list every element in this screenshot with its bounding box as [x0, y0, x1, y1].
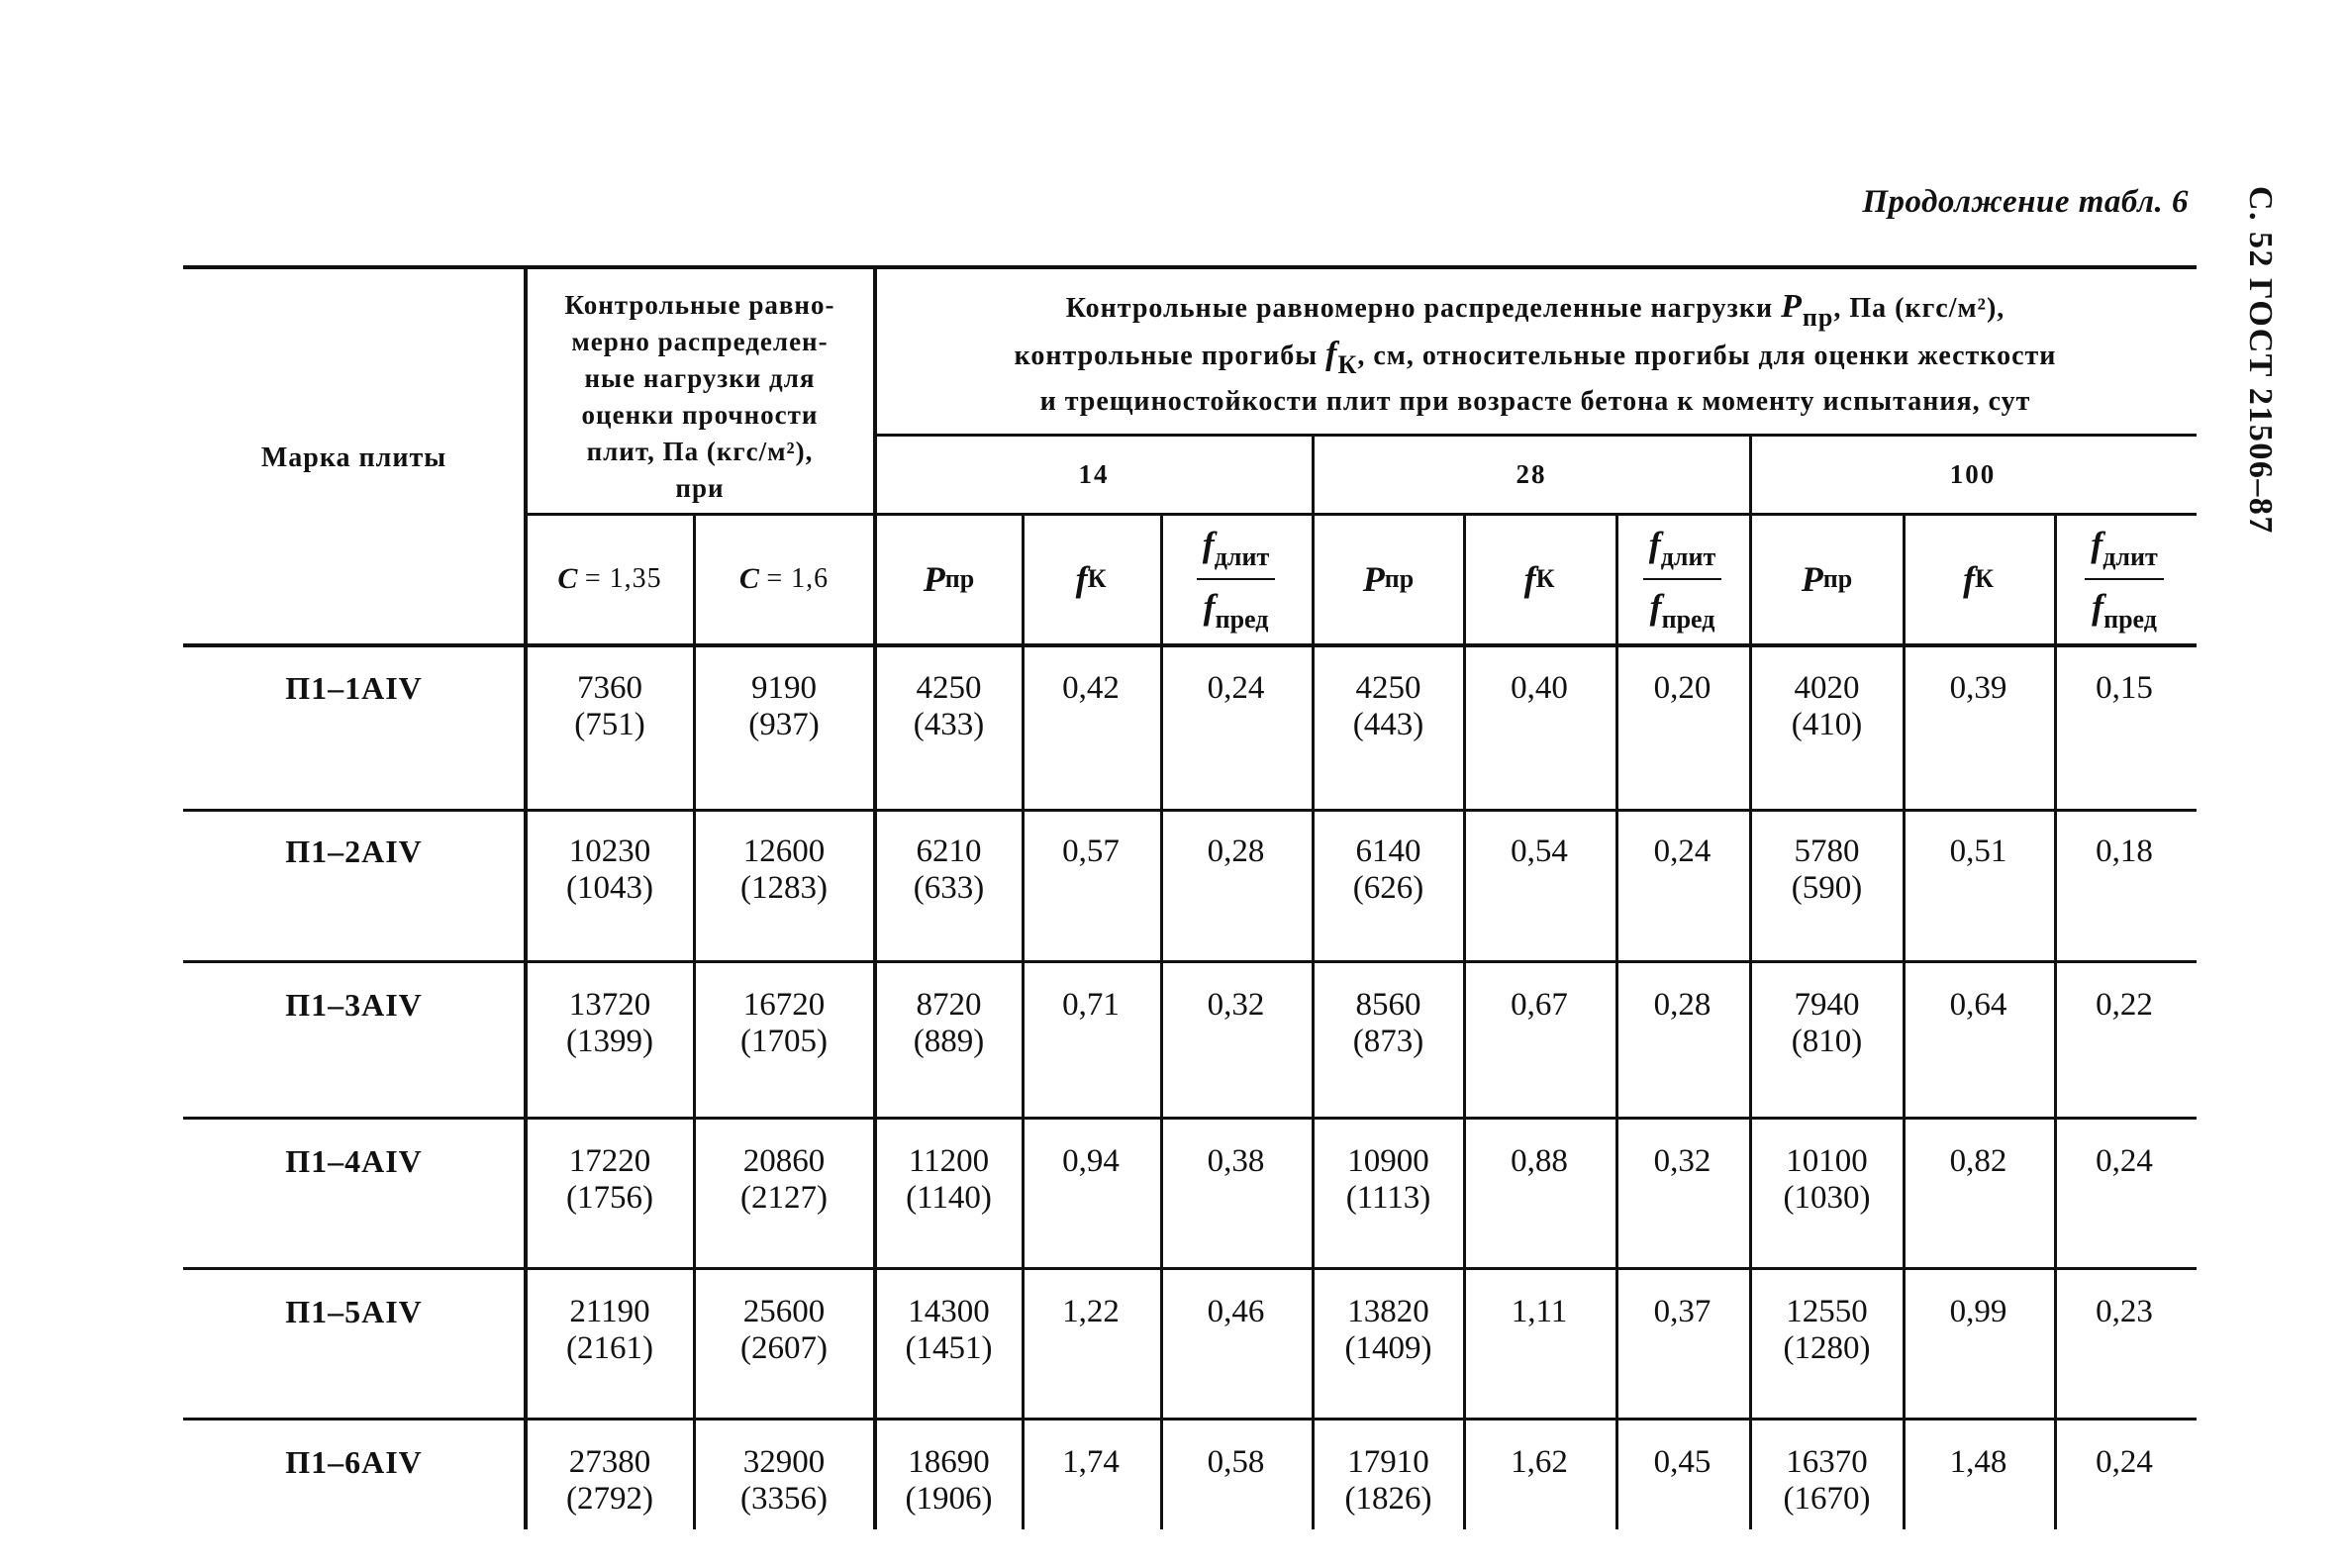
row-a100-fk: 0,51 [1949, 833, 2007, 869]
row-a14-rel: 0,32 [1207, 987, 1265, 1023]
row-a100-rel: 0,15 [2096, 670, 2153, 706]
row-c135: 10230 (1043) [566, 833, 653, 906]
row-brand: П1–5AIV [285, 1294, 423, 1329]
rule-horizontal [527, 513, 874, 516]
row-a28-fk: 0,88 [1511, 1143, 1568, 1179]
rule-horizontal [183, 809, 2197, 812]
header-p-14: P пр [923, 558, 975, 599]
rule-horizontal [183, 1267, 2197, 1270]
row-a14-rel: 0,58 [1207, 1444, 1265, 1480]
row-a100-rel: 0,22 [2096, 987, 2153, 1023]
row-a28-fk: 0,67 [1511, 987, 1568, 1023]
row-a14-fk: 1,22 [1062, 1294, 1120, 1329]
rule-vertical [873, 265, 877, 1529]
header-fk-100: f К [1963, 558, 1994, 599]
row-a28-p: 13820 (1409) [1344, 1294, 1432, 1366]
row-c16: 12600 (1283) [740, 833, 828, 906]
row-a100-fk: 0,82 [1949, 1143, 2007, 1179]
row-a14-rel: 0,38 [1207, 1143, 1265, 1179]
rule-vertical [1312, 434, 1315, 1529]
rule-vertical [1160, 513, 1163, 1529]
row-a14-p: 8720 (889) [913, 987, 985, 1059]
row-a14-fk: 0,71 [1062, 987, 1120, 1023]
row-a14-p: 18690 (1906) [905, 1444, 993, 1517]
rule-vertical [693, 513, 696, 1529]
row-brand: П1–4AIV [285, 1143, 423, 1179]
row-a28-fk: 0,54 [1511, 833, 1568, 869]
row-a28-rel: 0,20 [1653, 670, 1711, 706]
rule-horizontal [876, 513, 2197, 516]
header-brand: Марка плиты [260, 441, 447, 473]
row-c135: 13720 (1399) [566, 987, 653, 1059]
row-a100-p: 5780 (590) [1791, 833, 1863, 906]
row-a28-rel: 0,24 [1653, 833, 1711, 869]
rule-vertical [1022, 513, 1025, 1529]
row-a28-p: 17910 (1826) [1344, 1444, 1432, 1517]
row-c16: 32900 (3356) [740, 1444, 828, 1517]
header-age-28: 28 [1516, 458, 1547, 489]
rule-horizontal [183, 1117, 2197, 1120]
row-a14-p: 6210 (633) [913, 833, 985, 906]
row-a14-rel: 0,28 [1207, 833, 1265, 869]
row-a100-rel: 0,24 [2096, 1143, 2153, 1179]
row-c16: 9190 (937) [748, 670, 820, 742]
header-p-28: P пр [1362, 558, 1415, 599]
header-fk-14: f К [1075, 558, 1107, 599]
rule-vertical [1463, 513, 1466, 1529]
row-a100-p: 16370 (1670) [1783, 1444, 1871, 1517]
row-a14-fk: 0,94 [1062, 1143, 1120, 1179]
header-rel-deflection-28: $\frac{f_{длит}}{f_{пред}}$ [1615, 517, 1749, 640]
row-a100-rel: 0,24 [2096, 1444, 2153, 1480]
row-a100-fk: 0,99 [1949, 1294, 2007, 1329]
row-c135: 27380 (2792) [566, 1444, 653, 1517]
rule-vertical [1615, 513, 1618, 1529]
row-a28-fk: 0,40 [1511, 670, 1568, 706]
header-control-group: Контрольные равномерно распределенные нагрузки $P_{пр}$, Па (кгс/м²), контрольные прогибы $f_К$, см, относительные прогибы для оценки жесткости и трещиностойкости плит при возрасте бетона к моменту испытания, сут [1014, 288, 2057, 417]
row-c135: 7360 (751) [574, 670, 645, 742]
row-a100-p: 10100 (1030) [1783, 1143, 1871, 1216]
rule-vertical [2054, 513, 2057, 1529]
row-a100-fk: 0,39 [1949, 670, 2007, 706]
row-brand: П1–2AIV [285, 833, 423, 869]
row-a28-p: 6140 (626) [1352, 833, 1424, 906]
header-rel-deflection-100: $\frac{f_{длит}}{f_{пред}}$ [2054, 517, 2195, 640]
rule-horizontal [183, 643, 2197, 647]
row-a28-fk: 1,11 [1511, 1294, 1568, 1329]
header-p-100: P пр [1801, 558, 1853, 599]
header-rel-deflection-14: $\frac{f_{длит}}{f_{пред}}$ [1160, 517, 1312, 640]
row-a28-p: 10900 (1113) [1345, 1143, 1431, 1216]
row-a14-fk: 1,74 [1062, 1444, 1120, 1480]
row-a28-rel: 0,28 [1653, 987, 1711, 1023]
header-c-135: C = 1,35 [557, 562, 662, 595]
row-a14-rel: 0,46 [1207, 1294, 1265, 1329]
table-caption: Продолжение табл. 6 [1862, 184, 2189, 220]
header-c-16: C = 1,6 [738, 562, 830, 595]
row-a14-fk: 0,42 [1062, 670, 1120, 706]
row-a28-rel: 0,45 [1653, 1444, 1711, 1480]
row-a14-p: 14300 (1451) [905, 1294, 993, 1366]
row-a100-rel: 0,18 [2096, 833, 2153, 869]
rule-vertical [1749, 434, 1752, 1529]
row-a100-p: 12550 (1280) [1783, 1294, 1871, 1366]
row-a14-p: 11200 (1140) [906, 1143, 992, 1216]
rule-vertical [1903, 513, 1906, 1529]
row-a100-fk: 0,64 [1949, 987, 2007, 1023]
header-strength-group: Контрольные равно- мерно распределен- ные нагрузки для оценки прочности плит, Па (кгс/м²), при [564, 290, 835, 503]
row-c135: 17220 (1756) [566, 1143, 653, 1216]
rule-horizontal [183, 265, 2197, 269]
header-age-100: 100 [1949, 458, 1997, 489]
rule-horizontal [183, 1418, 2197, 1421]
rule-horizontal [876, 434, 2197, 437]
page-running-header: С. 52 ГОСТ 21506–87 [2242, 186, 2279, 535]
row-a100-p: 7940 (810) [1791, 987, 1863, 1059]
row-a28-fk: 1,62 [1511, 1444, 1568, 1480]
row-a100-p: 4020 (410) [1791, 670, 1863, 742]
row-a28-p: 4250 (443) [1352, 670, 1424, 742]
header-age-14: 14 [1078, 458, 1110, 489]
row-c16: 20860 (2127) [740, 1143, 828, 1216]
row-a28-rel: 0,32 [1653, 1143, 1711, 1179]
row-a100-rel: 0,23 [2096, 1294, 2153, 1329]
row-a28-rel: 0,37 [1653, 1294, 1711, 1329]
rule-vertical [524, 265, 528, 1529]
row-c16: 16720 (1705) [740, 987, 828, 1059]
row-a100-fk: 1,48 [1949, 1444, 2007, 1480]
row-a28-p: 8560 (873) [1352, 987, 1424, 1059]
row-a14-p: 4250 (433) [913, 670, 985, 742]
row-a14-fk: 0,57 [1062, 833, 1120, 869]
row-c135: 21190 (2161) [566, 1294, 653, 1366]
row-c16: 25600 (2607) [740, 1294, 828, 1366]
row-brand: П1–1AIV [285, 670, 423, 706]
rule-horizontal [183, 960, 2197, 963]
header-fk-28: f К [1523, 558, 1555, 599]
row-a14-rel: 0,24 [1207, 670, 1265, 706]
row-brand: П1–6AIV [285, 1444, 423, 1480]
row-brand: П1–3AIV [285, 987, 423, 1023]
